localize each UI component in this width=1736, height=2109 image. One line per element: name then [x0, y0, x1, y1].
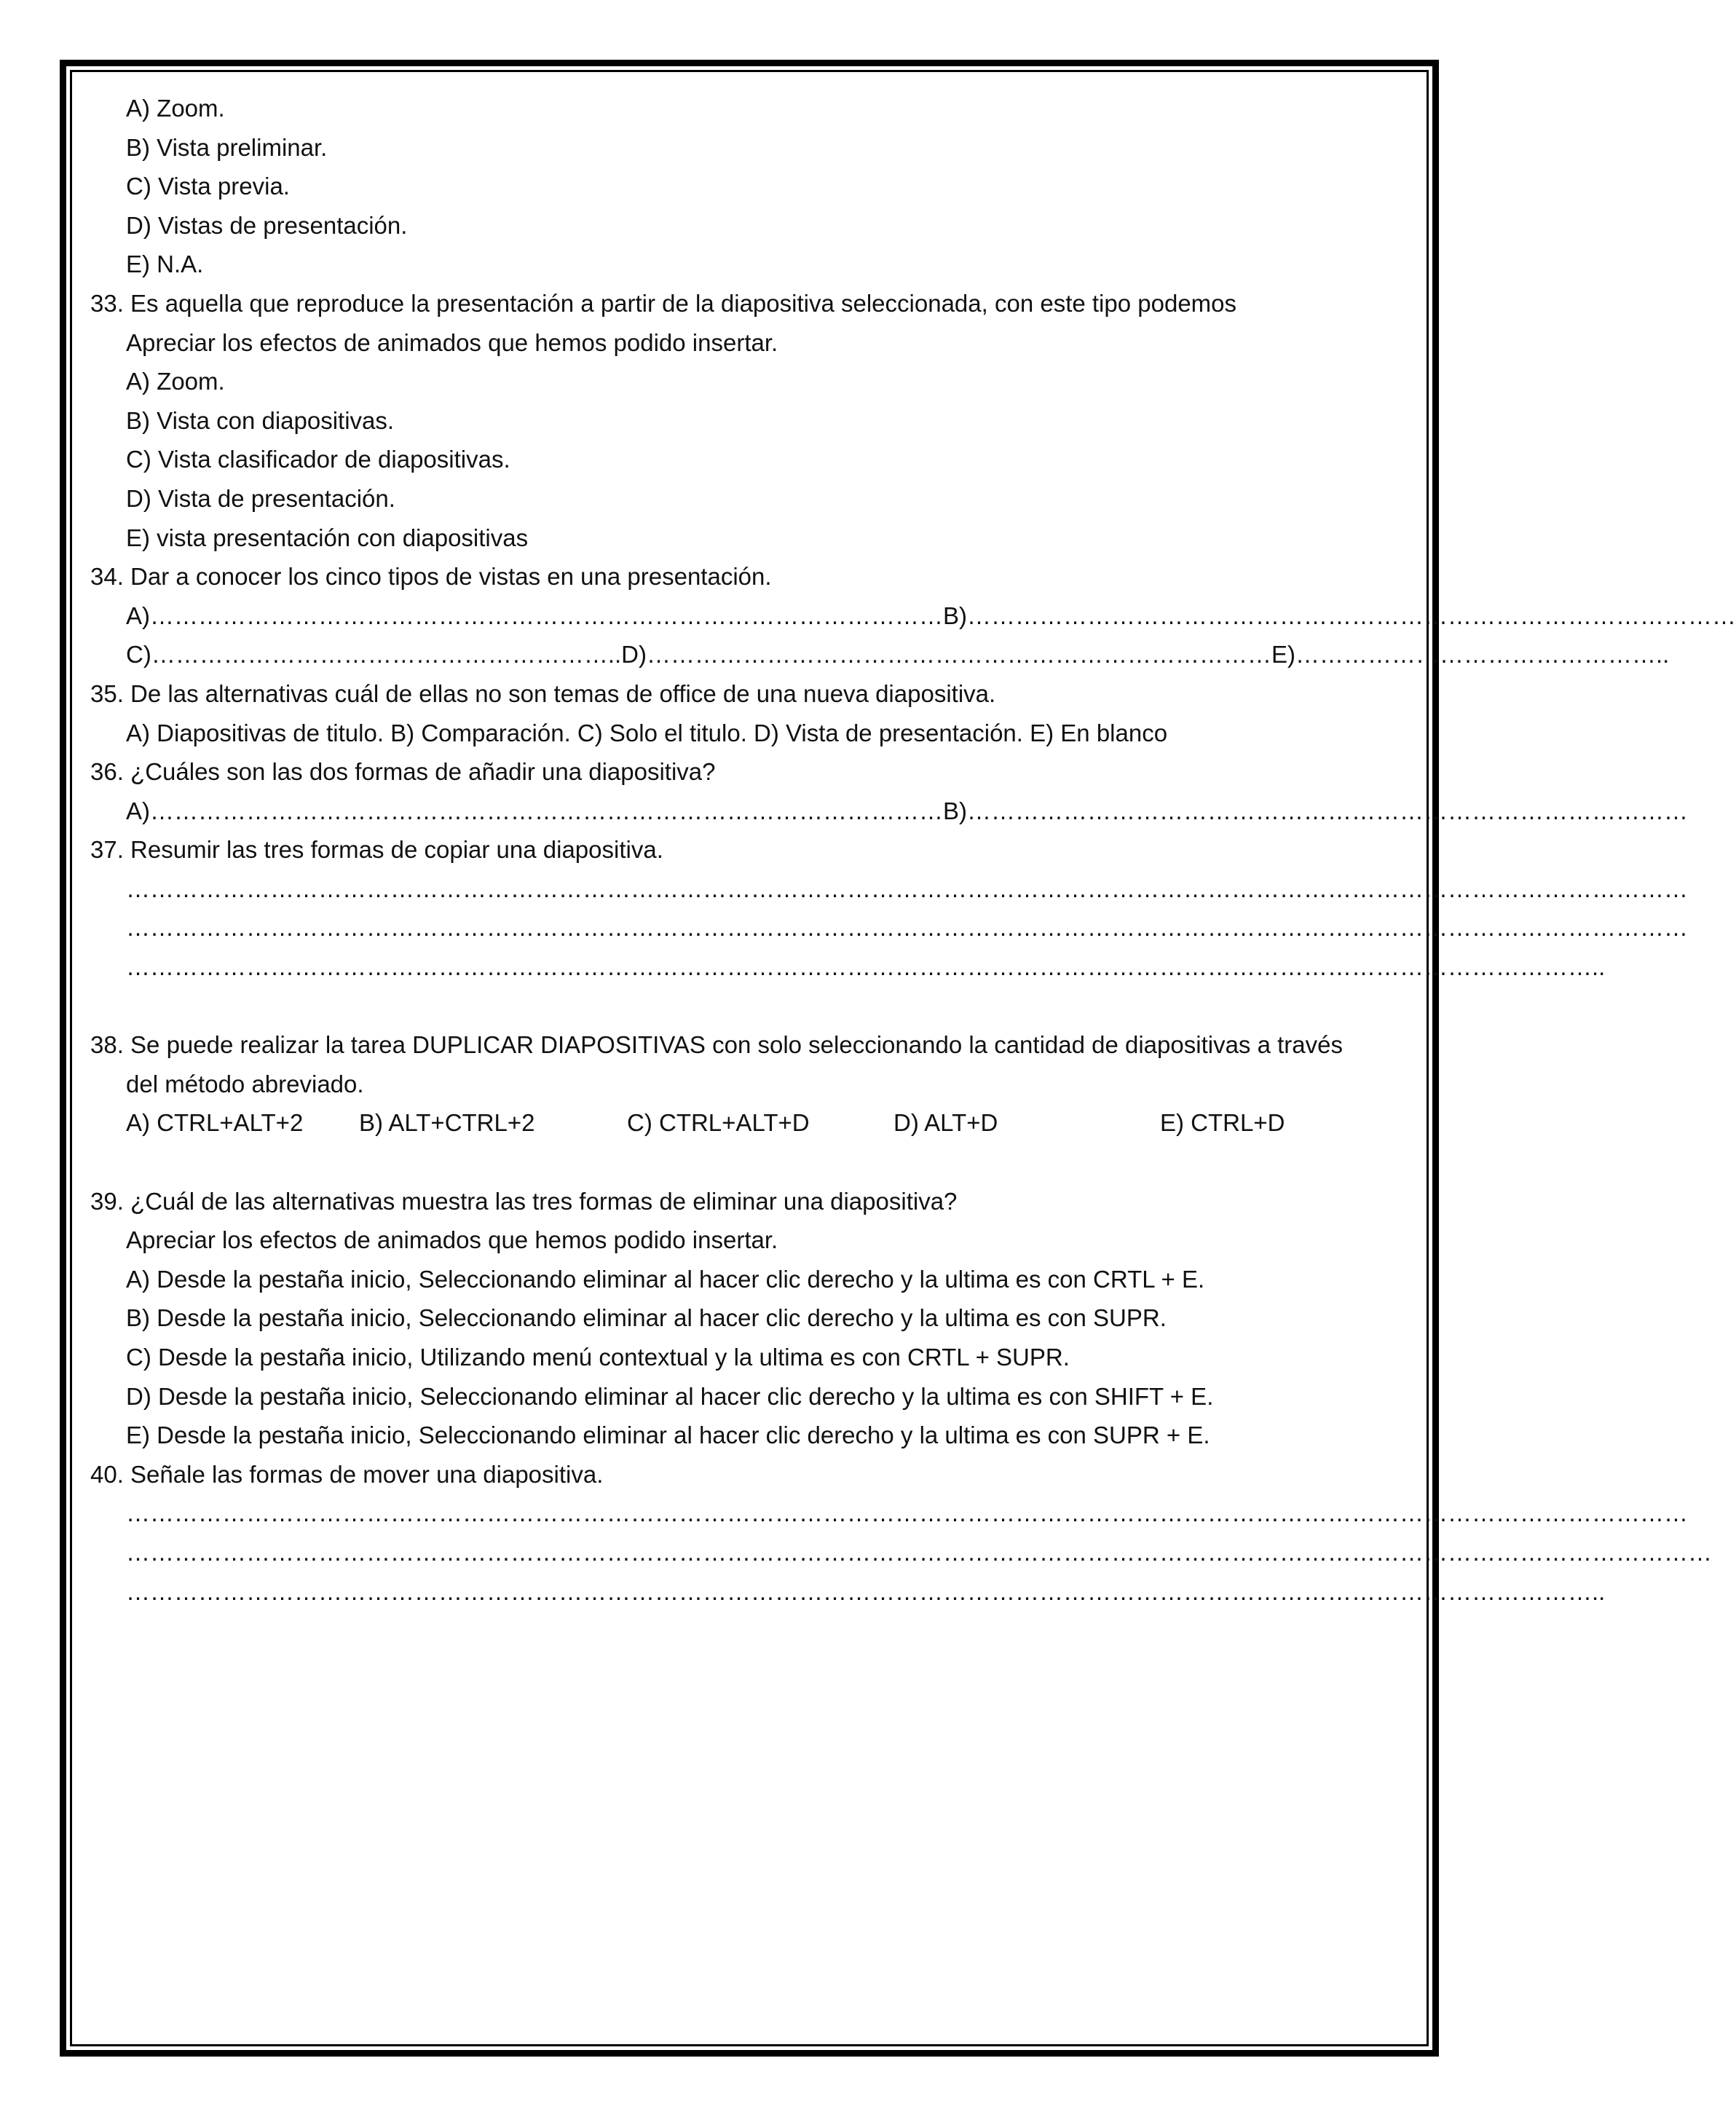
document-content [90, 89, 1736, 1611]
q36-question: 36. ¿Cuáles son las dos formas de añadir una diapositiva? [90, 758, 716, 786]
q39-option-e: E) Desde la pestaña inicio, Seleccionando eliminar al hacer clic derecho y la ultima es con SUPR + E. [126, 1422, 1210, 1449]
q33-option-e: E) vista presentación con diapositivas [126, 524, 529, 551]
q34-answer-line-2: C)…………………………………………………..D)……………………………………………………………………E)……………………………………….. [126, 641, 1670, 669]
spacer [90, 1143, 1386, 1182]
q35-question: 35. De las alternativas cuál de ellas no son temas de office de una nueva diapositiva. [90, 679, 996, 707]
q32-option-e: E) N.A. [126, 251, 204, 278]
q38-option-c: C) CTRL+ALT+D [627, 1109, 810, 1137]
q39-option-c: C) Desde la pestaña inicio, Utilizando menú contextual y la ultima es con CRTL + SUPR. [126, 1344, 1070, 1371]
q37-question: 37. Resumir las tres formas de copiar una diapositiva. [90, 836, 663, 864]
q32-option-d: D) Vistas de presentación. [126, 211, 408, 239]
q33-option-a: A) Zoom. [126, 368, 225, 395]
q37-answer-line-1: …………………………………………………………………………………………………………………………………………………………………………… [126, 875, 1688, 902]
q33-question: 33. Es aquella que reproduce la presentación a partir de la diapositiva seleccionada, con este tipo podemos [90, 289, 1237, 317]
q38-option-e: E) CTRL+D [1160, 1109, 1285, 1137]
q33-option-c: C) Vista clasificador de diapositivas. [126, 446, 510, 473]
q40-answer-line-3: ………………………………………………………………………………………………………………………………………………………………….. [126, 1577, 1606, 1605]
q39-question-cont: Apreciar los efectos de animados que hemos podido insertar. [126, 1226, 778, 1254]
q37-answer-line-3: ………………………………………………………………………………………………………………………………………………………………….. [126, 953, 1606, 981]
spacer [90, 987, 1386, 1026]
q38-question-cont: del método abreviado. [126, 1070, 364, 1097]
q39-question: 39. ¿Cuál de las alternativas muestra las tres formas de eliminar una diapositiva? [90, 1187, 958, 1215]
q36-answer-line: A)………………………………………………………………………………………B)……………………………………………………………………………… [126, 797, 1688, 824]
q38-options [90, 1103, 1386, 1143]
q40-answer-line-2: ……………………………………………………………………………………………………………………………………………………………………………… [126, 1538, 1712, 1566]
q38-question: 38. Se puede realizar la tarea DUPLICAR DIAPOSITIVAS con solo seleccionando la cantidad de diapositivas a través [90, 1031, 1343, 1059]
q38-option-d: D) ALT+D [893, 1109, 998, 1137]
q39-option-a: A) Desde la pestaña inicio, Seleccionando eliminar al hacer clic derecho y la ultima es con CRTL + E. [126, 1265, 1205, 1293]
q33-option-d: D) Vista de presentación. [126, 484, 395, 512]
q39-option-d: D) Desde la pestaña inicio, Seleccionando eliminar al hacer clic derecho y la ultima es con SHIFT + E. [126, 1382, 1214, 1410]
q33-option-b: B) Vista con diapositivas. [126, 406, 395, 434]
q38-option-a: A) CTRL+ALT+2 [126, 1109, 304, 1137]
q34-answer-line-1: A)………………………………………………………………………………………B)…………………………………………………………………………………… [126, 602, 1736, 629]
q40-question: 40. Señale las formas de mover una diapositiva. [90, 1460, 604, 1488]
q38-option-b: B) ALT+CTRL+2 [359, 1109, 535, 1137]
q32-option-c: C) Vista previa. [126, 173, 290, 200]
q35-options: A) Diapositivas de titulo. B) Comparación. C) Solo el titulo. D) Vista de presentación. E) En blanco [126, 719, 1168, 746]
q34-question: 34. Dar a conocer los cinco tipos de vistas en una presentación. [90, 563, 772, 591]
q37-answer-line-2: …………………………………………………………………………………………………………………………………………………………………………… [126, 914, 1688, 942]
q32-option-b: B) Vista preliminar. [126, 133, 328, 161]
q33-question-cont: Apreciar los efectos de animados que hemos podido insertar. [126, 328, 778, 356]
q40-answer-line-1: …………………………………………………………………………………………………………………………………………………………………………… [126, 1499, 1688, 1527]
q39-option-b: B) Desde la pestaña inicio, Seleccionando eliminar al hacer clic derecho y la ultima es con SUPR. [126, 1304, 1167, 1332]
q32-option-a: A) Zoom. [126, 95, 225, 122]
